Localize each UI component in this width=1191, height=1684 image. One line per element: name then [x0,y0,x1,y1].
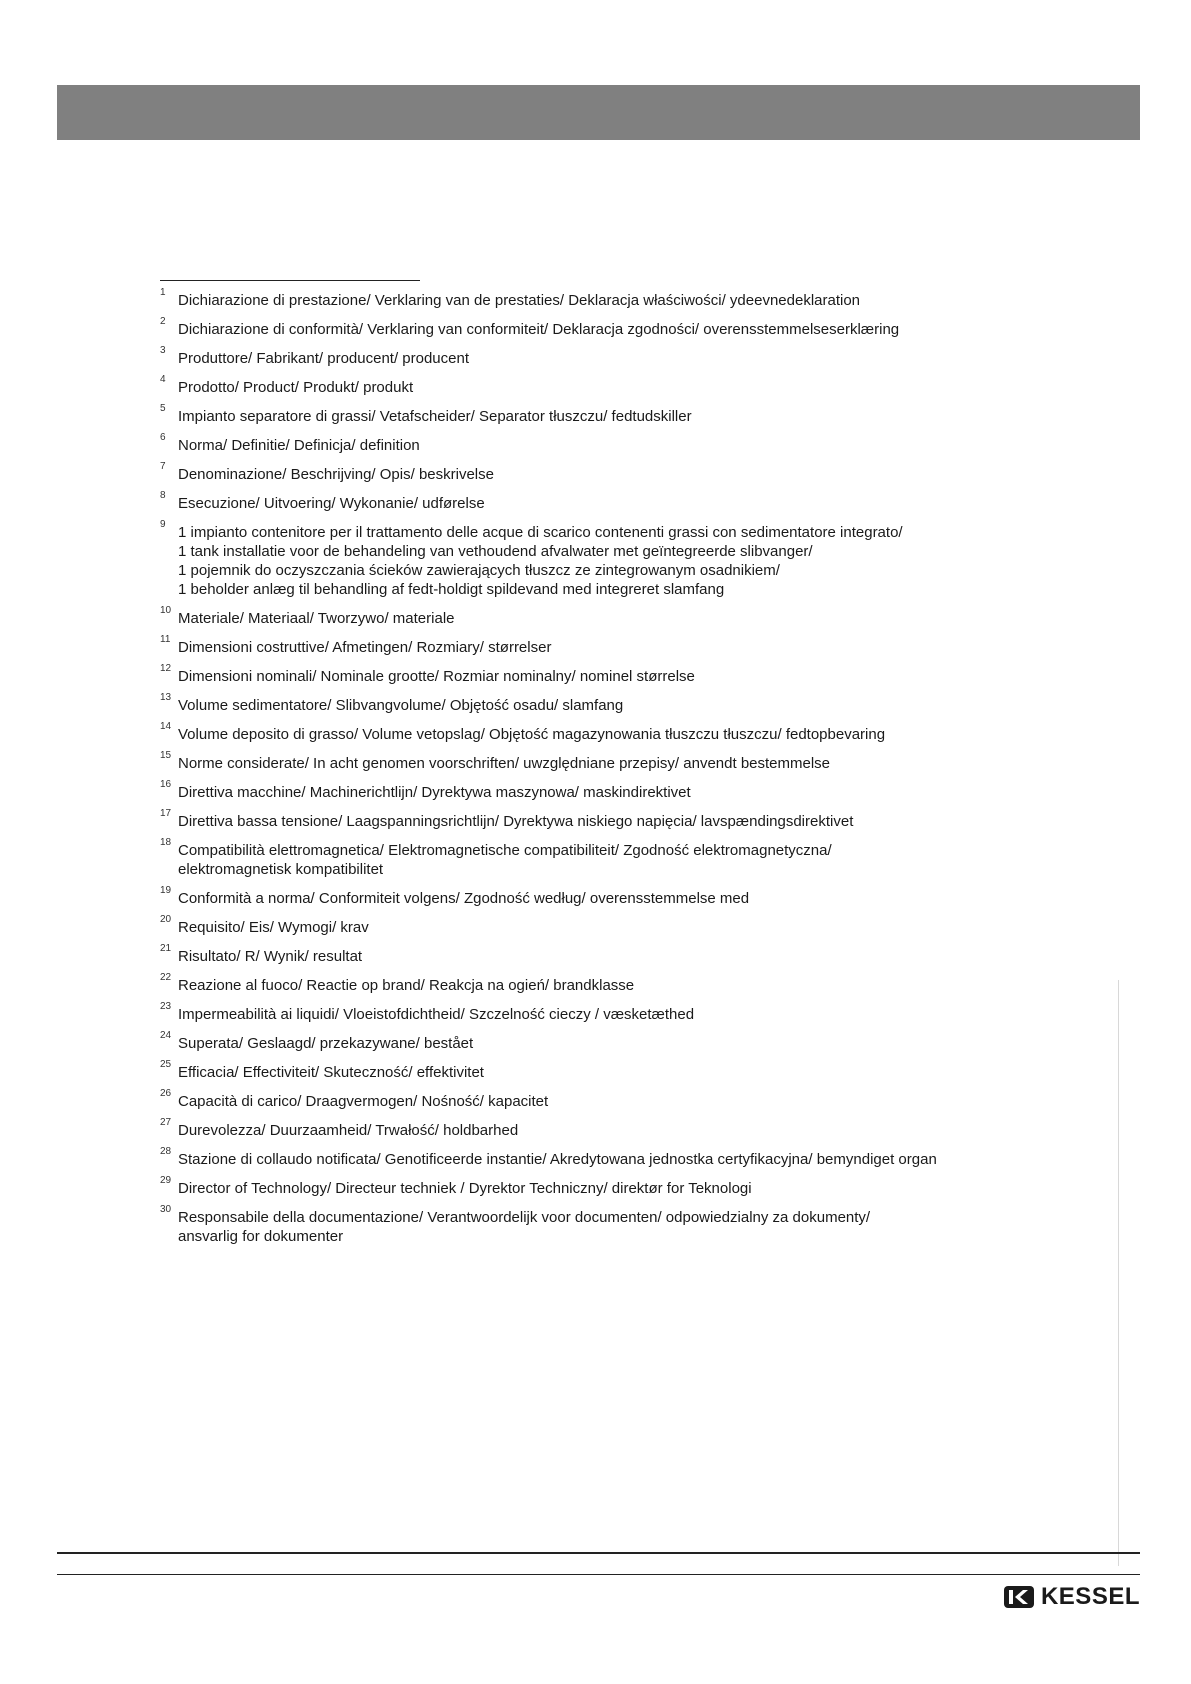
footer-rule-top [57,1552,1140,1554]
footnote-item [160,808,1040,831]
footnote-number: 24 [160,1030,172,1041]
footnote-item [160,519,1040,599]
footnote-text: Dichiarazione di conformità/ Verklaring van conformiteit/ Deklaracja zgodności/ overensstemmelseserklæring [178,321,900,338]
footnote-number: 16 [160,779,172,790]
footnote-item [160,750,1040,773]
footnote-text: Requisito/ Eis/ Wymogi/ krav [178,919,369,936]
footnote-text: Efficacia/ Effectiviteit/ Skuteczność/ effektivitet [178,1064,484,1081]
footnote-item [160,692,1040,715]
footnote-item [160,914,1040,937]
footnote-number: 3 [160,345,166,356]
footnote-number: 18 [160,837,172,848]
footnote-item [160,374,1040,397]
footnote-number: 27 [160,1117,172,1128]
footnote-text: Norme considerate/ In acht genomen voorschriften/ uwzględniane przepisy/ anvendt bestemmelse [178,755,831,772]
footnote-item [160,885,1040,908]
footnote-number: 20 [160,914,172,925]
kessel-logo [1003,1583,1140,1611]
footnote-text: Dichiarazione di prestazione/ Verklaring van de prestaties/ Deklaracja właściwości/ ydeevnedeklaration [178,292,861,309]
footnote-text: Direttiva bassa tensione/ Laagspanningsrichtlijn/ Dyrektywa niskiego napięcia/ lavspændingsdirektivet [178,813,854,830]
footnote-text: Superata/ Geslaagd/ przekazywane/ bestået [178,1035,474,1052]
footnote-item [160,663,1040,686]
footnote-item [160,1146,1040,1169]
footnote-number: 14 [160,721,172,732]
footnote-number: 6 [160,432,166,443]
footnote-number: 23 [160,1001,172,1012]
footer-rule-bottom [57,1574,1140,1575]
margin-line [1118,980,1119,1566]
footnote-text: Norma/ Definitie/ Definicja/ definition [178,437,420,454]
footnote-list [160,287,1040,1256]
footnote-item [160,779,1040,802]
footnote-number: 9 [160,519,166,530]
footnote-number: 7 [160,461,166,472]
footnote-text: Volume sedimentatore/ Slibvangvolume/ Objętość osadu/ slamfang [178,697,624,714]
footnote-text: Compatibilità elettromagnetica/ Elektromagnetische compatibiliteit/ Zgodność elektromagnetyczna/ elektromagnetisk kompatibilitet [178,842,832,878]
footnote-text: Esecuzione/ Uitvoering/ Wykonanie/ udførelse [178,495,485,512]
footnote-text: Impermeabilità ai liquidi/ Vloeistofdichtheid/ Szczelność cieczy / væsketæthed [178,1006,695,1023]
footnote-item [160,461,1040,484]
footnote-text: Stazione di collaudo notificata/ Genotificeerde instantie/ Akredytowana jednostka certyfikacyjna/ bemyndiget organ [178,1151,937,1168]
footnote-number: 11 [160,634,171,645]
kessel-logo-icon [1003,1585,1035,1609]
footnote-number: 4 [160,374,166,385]
footnote-text: Capacità di carico/ Draagvermogen/ Nośność/ kapacitet [178,1093,549,1110]
footnote-text: Denominazione/ Beschrijving/ Opis/ beskrivelse [178,466,494,483]
footnote-number: 8 [160,490,166,501]
brand-name: KESSEL [1040,1583,1140,1610]
footnote-item [160,1030,1040,1053]
footnote-item [160,837,1040,879]
footnote-item [160,1088,1040,1111]
footnote-number: 22 [160,972,172,983]
footnote-text: Dimensioni nominali/ Nominale grootte/ Rozmiar nominalny/ nominel størrelse [178,668,695,685]
header-band [57,85,1140,140]
footnote-item [160,490,1040,513]
footnote-text: Direttiva macchine/ Machinerichtlijn/ Dyrektywa maszynowa/ maskindirektivet [178,784,691,801]
footnote-text: Risultato/ R/ Wynik/ resultat [178,948,363,965]
footnote-item [160,943,1040,966]
footnote-text: Durevolezza/ Duurzaamheid/ Trwałość/ holdbarhed [178,1122,519,1139]
footnote-text: Reazione al fuoco/ Reactie op brand/ Reakcja na ogień/ brandklasse [178,977,635,994]
footnote-item [160,345,1040,368]
footnote-item [160,1204,1040,1246]
footnote-number: 17 [160,808,172,819]
footnote-number: 30 [160,1204,172,1215]
footnote-item [160,605,1040,628]
footnote-text: 1 impianto contenitore per il trattamento delle acque di scarico contenenti grassi con sedimentatore integrato/ 1 tank installatie voor de behandeling van vethoudend afvalwater met geïntegreerde slibvanger/ 1 pojemnik do oczyszczania ścieków zawierających tłuszcz ze zintegrowanym osadnikiem/ 1 beholder anlæg til behandling af fedt-holdigt spildevand med integreret slamfang [178,524,903,598]
footnote-item [160,972,1040,995]
footnote-number: 12 [160,663,172,674]
footnote-item [160,634,1040,657]
footnote-text: Materiale/ Materiaal/ Tworzywo/ materiale [178,610,455,627]
footnote-number: 28 [160,1146,172,1157]
footnote-number: 19 [160,885,172,896]
footnote-text: Impianto separatore di grassi/ Vetafscheider/ Separator tłuszczu/ fedtudskiller [178,408,692,425]
footnote-text: Volume deposito di grasso/ Volume vetopslag/ Objętość magazynowania tłuszczu tłuszczu/ fedtopbevaring [178,726,886,743]
footnote-number: 13 [160,692,172,703]
footnote-item [160,403,1040,426]
footnote-text: Responsabile della documentazione/ Verantwoordelijk voor documenten/ odpowiedzialny za dokumenty/ ansvarlig for dokumenter [178,1209,871,1245]
footnote-text: Conformità a norma/ Conformiteit volgens/ Zgodność według/ overensstemmelse med [178,890,750,907]
footnote-item [160,1175,1040,1198]
footnote-text: Produttore/ Fabrikant/ producent/ producent [178,350,470,367]
footnote-number: 5 [160,403,166,414]
footnote-item [160,1001,1040,1024]
footnote-item [160,432,1040,455]
footnote-item [160,287,1040,310]
footnote-number: 15 [160,750,172,761]
footnote-text: Prodotto/ Product/ Produkt/ produkt [178,379,414,396]
footnote-item [160,1117,1040,1140]
footnote-number: 10 [160,605,172,616]
footnote-number: 29 [160,1175,172,1186]
footnote-text: Dimensioni costruttive/ Afmetingen/ Rozmiary/ størrelser [178,639,552,656]
footnote-number: 1 [160,287,166,298]
footnote-separator [160,280,420,281]
footnote-item [160,316,1040,339]
footnote-text: Director of Technology/ Directeur techniek / Dyrektor Techniczny/ direktør for Teknologi [178,1180,752,1197]
footnote-item [160,1059,1040,1082]
footnote-number: 21 [160,943,172,954]
footnote-item [160,721,1040,744]
footnote-number: 2 [160,316,166,327]
footnote-number: 26 [160,1088,172,1099]
footnote-number: 25 [160,1059,172,1070]
